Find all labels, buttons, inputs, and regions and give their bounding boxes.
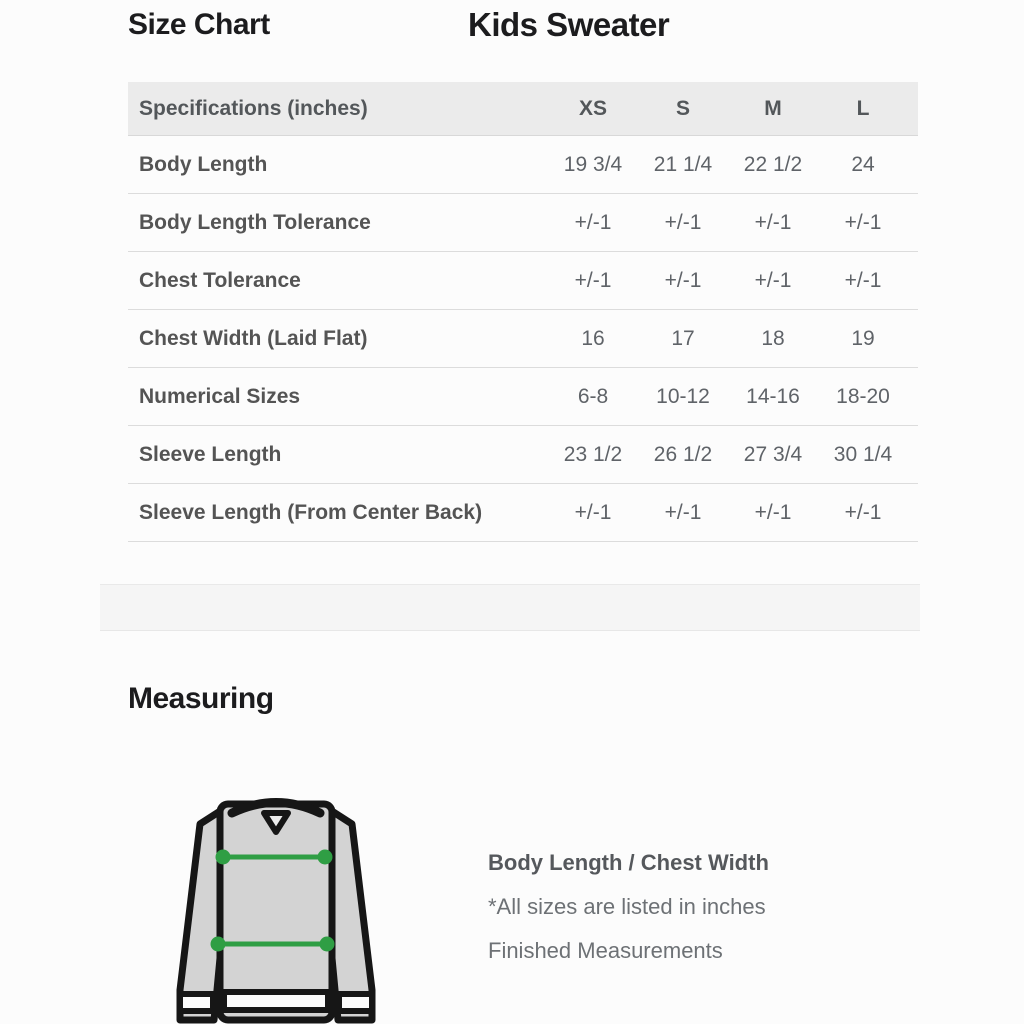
size-column-header-m: M <box>764 96 782 120</box>
measure-endpoint-dot <box>216 850 231 865</box>
size-value-cell: +/-1 <box>844 210 882 234</box>
sweater-icon <box>170 792 382 1024</box>
size-value-cell: +/-1 <box>844 500 882 524</box>
section-divider-band <box>100 584 920 631</box>
spec-label-cell: Sleeve Length <box>139 442 282 466</box>
size-value-cell: +/-1 <box>754 268 792 292</box>
measure-endpoint-dot <box>211 937 226 952</box>
size-value-cell: +/-1 <box>574 268 612 292</box>
measure-endpoint-dot <box>318 850 333 865</box>
size-value-cell: 23 1/2 <box>563 442 623 466</box>
size-value-cell: 22 1/2 <box>743 152 803 176</box>
size-value-cell: 10-12 <box>656 384 710 408</box>
size-value-cell: 18-20 <box>836 384 890 408</box>
sweater-measurement-diagram <box>170 792 382 1024</box>
size-value-cell: +/-1 <box>664 500 702 524</box>
size-column-header-s: S <box>675 96 690 120</box>
size-value-cell: +/-1 <box>754 500 792 524</box>
spec-label-cell: Body Length Tolerance <box>139 210 371 234</box>
size-value-cell: 14-16 <box>746 384 800 408</box>
table-row <box>128 194 918 252</box>
size-value-cell: +/-1 <box>664 268 702 292</box>
size-value-cell: 17 <box>671 326 695 350</box>
spec-label-cell: Chest Tolerance <box>139 268 301 292</box>
table-row <box>128 310 918 368</box>
spec-label-cell: Sleeve Length (From Center Back) <box>139 500 483 524</box>
table-row <box>128 484 918 542</box>
table-row <box>128 368 918 426</box>
size-value-cell: 30 1/4 <box>833 442 893 466</box>
size-value-cell: +/-1 <box>754 210 792 234</box>
size-value-cell: +/-1 <box>844 268 882 292</box>
spec-column-header: Specifications (inches) <box>139 96 368 120</box>
section-title: Size Chart <box>128 8 270 41</box>
product-title: Kids Sweater <box>468 6 670 43</box>
size-value-cell: 16 <box>581 326 605 350</box>
size-value-cell: 19 <box>851 326 875 350</box>
table-row <box>128 252 918 310</box>
measuring-heading: Measuring <box>128 682 274 715</box>
spec-label-cell: Numerical Sizes <box>139 384 301 408</box>
table-row <box>128 426 918 484</box>
size-value-cell: 24 <box>851 152 875 176</box>
size-column-header-l: L <box>856 96 870 120</box>
size-value-cell: 19 3/4 <box>563 152 623 176</box>
size-value-cell: +/-1 <box>574 210 612 234</box>
size-value-cell: +/-1 <box>574 500 612 524</box>
size-value-cell: 18 <box>761 326 785 350</box>
sweater-hem-band <box>224 992 328 1010</box>
size-value-cell: 6-8 <box>577 384 609 408</box>
sweater-right-cuff <box>339 994 372 1011</box>
size-value-cell: 27 3/4 <box>743 442 803 466</box>
size-column-header-xs: XS <box>578 96 607 120</box>
size-value-cell: 21 1/4 <box>653 152 713 176</box>
measure-caption-title: Body Length / Chest Width <box>488 850 769 875</box>
measure-caption-sub: Finished Measurements <box>488 938 723 963</box>
table-header-row <box>128 82 918 136</box>
spec-label-cell: Body Length <box>139 152 268 176</box>
sweater-body <box>220 804 332 1020</box>
measure-caption-note: *All sizes are listed in inches <box>488 894 766 919</box>
size-value-cell: +/-1 <box>664 210 702 234</box>
size-chart-table <box>128 82 918 542</box>
sweater-left-cuff <box>180 994 213 1011</box>
table-row <box>128 136 918 194</box>
measure-endpoint-dot <box>320 937 335 952</box>
spec-label-cell: Chest Width (Laid Flat) <box>139 326 368 350</box>
size-value-cell: 26 1/2 <box>653 442 713 466</box>
